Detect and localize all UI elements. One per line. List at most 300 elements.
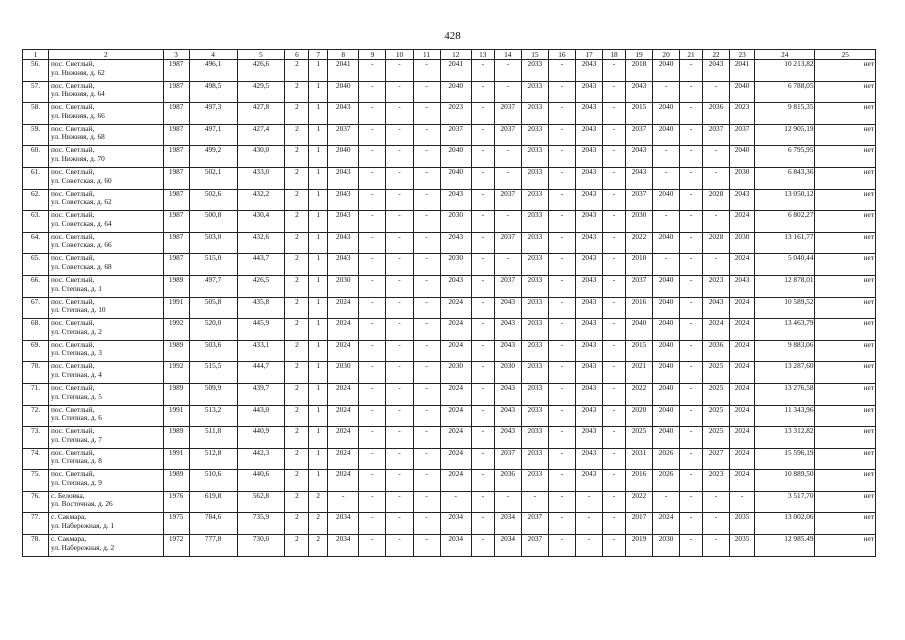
table-cell: 2 bbox=[309, 535, 328, 557]
table-cell: 10 213,82 bbox=[755, 60, 815, 82]
table-cell: 2037 bbox=[494, 232, 521, 254]
table-cell: - bbox=[359, 405, 386, 427]
table-cell: 2040 bbox=[653, 427, 680, 449]
address-cell bbox=[49, 297, 164, 319]
table-cell: 2040 bbox=[653, 275, 680, 297]
table-cell: - bbox=[359, 470, 386, 492]
table-cell: 2040 bbox=[653, 405, 680, 427]
address-line: ул. Нижняя, д. 66 bbox=[51, 110, 105, 120]
table-cell: - bbox=[413, 60, 440, 82]
table-cell: - bbox=[386, 427, 413, 449]
table-cell: 2025 bbox=[703, 427, 730, 449]
address-line: ул. Степная, д. 2 bbox=[51, 326, 102, 336]
table-cell: - bbox=[680, 405, 703, 427]
address-line: пос. Светлый, bbox=[51, 405, 95, 414]
table-row bbox=[23, 405, 876, 427]
table-cell: 2043 bbox=[575, 297, 602, 319]
row-number-cell: 61. bbox=[23, 167, 49, 189]
table-cell: - bbox=[548, 254, 575, 276]
table-cell: 2 bbox=[285, 340, 309, 362]
table-cell: - bbox=[548, 470, 575, 492]
table-cell: 12 985,49 bbox=[755, 535, 815, 557]
table-cell: - bbox=[328, 491, 359, 513]
table-cell: 2 bbox=[285, 535, 309, 557]
column-number: 15 bbox=[521, 50, 548, 60]
table-row bbox=[23, 513, 876, 535]
address-line: ул. Степная, д. 5 bbox=[51, 391, 102, 401]
address-cell bbox=[49, 60, 164, 82]
column-number: 20 bbox=[653, 50, 680, 60]
table-cell: - bbox=[653, 81, 680, 103]
table-cell: - bbox=[603, 189, 626, 211]
address-cell bbox=[49, 470, 164, 492]
table-cell: - bbox=[386, 491, 413, 513]
table-cell: 2023 bbox=[703, 470, 730, 492]
table-row bbox=[23, 448, 876, 470]
table-cell: - bbox=[548, 340, 575, 362]
table-cell: 1987 bbox=[163, 232, 189, 254]
table-cell: - bbox=[359, 211, 386, 233]
table-cell: 2040 bbox=[625, 319, 652, 341]
table-cell: 13 002,06 bbox=[755, 513, 815, 535]
table-cell: 2024 bbox=[730, 319, 755, 341]
table-cell: - bbox=[413, 81, 440, 103]
table-row bbox=[23, 167, 876, 189]
table-cell: 2026 bbox=[653, 448, 680, 470]
table-cell: - bbox=[603, 254, 626, 276]
table-cell: - bbox=[386, 167, 413, 189]
table-cell: - bbox=[680, 103, 703, 125]
table-cell: 2040 bbox=[653, 124, 680, 146]
table-cell: 2028 bbox=[703, 189, 730, 211]
table-cell: 2043 bbox=[494, 340, 521, 362]
table-cell: нет bbox=[815, 362, 876, 384]
row-number-cell: 75. bbox=[23, 470, 49, 492]
table-cell: - bbox=[548, 427, 575, 449]
table-row bbox=[23, 427, 876, 449]
table-cell: - bbox=[471, 491, 494, 513]
table-cell: 497,7 bbox=[189, 275, 237, 297]
table-cell: - bbox=[680, 81, 703, 103]
table-cell: 2040 bbox=[653, 60, 680, 82]
table-cell: - bbox=[413, 383, 440, 405]
table-cell: 1 bbox=[309, 383, 328, 405]
table-cell: 2043 bbox=[575, 470, 602, 492]
table-cell: 2025 bbox=[703, 405, 730, 427]
table-cell: 2040 bbox=[653, 297, 680, 319]
table-cell: - bbox=[730, 491, 755, 513]
address-cell bbox=[49, 383, 164, 405]
table-row bbox=[23, 491, 876, 513]
table-cell: 430,0 bbox=[237, 146, 285, 168]
table-cell: 2033 bbox=[521, 362, 548, 384]
table-cell: - bbox=[413, 405, 440, 427]
table-cell: нет bbox=[815, 535, 876, 557]
table-cell: 1989 bbox=[163, 340, 189, 362]
table-cell: 426,5 bbox=[237, 275, 285, 297]
address-cell bbox=[49, 124, 164, 146]
table-cell: 2043 bbox=[575, 254, 602, 276]
table-cell: 427,4 bbox=[237, 124, 285, 146]
table-cell: 2037 bbox=[521, 513, 548, 535]
address-line: ул. Степная, д. 3 bbox=[51, 348, 102, 358]
address-cell bbox=[49, 254, 164, 276]
table-cell: 12 905,19 bbox=[755, 124, 815, 146]
table-cell: - bbox=[359, 103, 386, 125]
table-cell: - bbox=[680, 535, 703, 557]
table-cell: 2040 bbox=[440, 146, 471, 168]
table-cell: - bbox=[471, 232, 494, 254]
column-number: 6 bbox=[285, 50, 309, 60]
table-cell: - bbox=[359, 167, 386, 189]
table-cell: - bbox=[413, 427, 440, 449]
address-cell bbox=[49, 427, 164, 449]
table-cell: 2043 bbox=[575, 124, 602, 146]
column-number: 18 bbox=[603, 50, 626, 60]
table-cell: нет bbox=[815, 60, 876, 82]
table-cell: нет bbox=[815, 383, 876, 405]
table-cell: 2024 bbox=[440, 427, 471, 449]
table-cell: - bbox=[603, 470, 626, 492]
table-cell: - bbox=[359, 124, 386, 146]
table-cell: 1987 bbox=[163, 254, 189, 276]
table-cell: 1991 bbox=[163, 405, 189, 427]
table-cell: 2043 bbox=[575, 103, 602, 125]
table-cell: 6 795,95 bbox=[755, 146, 815, 168]
table-cell: 12 878,01 bbox=[755, 275, 815, 297]
address-line: пос. Светлый, bbox=[51, 124, 95, 133]
column-number: 10 bbox=[386, 50, 413, 60]
table-cell: 2016 bbox=[625, 297, 652, 319]
table-cell: 2 bbox=[309, 513, 328, 535]
table-cell: 1 bbox=[309, 362, 328, 384]
column-number: 21 bbox=[680, 50, 703, 60]
table-cell: - bbox=[386, 254, 413, 276]
table-cell: 2043 bbox=[703, 60, 730, 82]
table-cell: 2043 bbox=[328, 254, 359, 276]
table-cell: 2024 bbox=[440, 448, 471, 470]
table-cell: - bbox=[386, 383, 413, 405]
table-cell: - bbox=[413, 491, 440, 513]
table-cell: 2040 bbox=[653, 189, 680, 211]
address-line: ул. Степная, д. 4 bbox=[51, 369, 102, 379]
table-cell: 2033 bbox=[521, 103, 548, 125]
table-cell: - bbox=[359, 448, 386, 470]
table-cell: - bbox=[603, 60, 626, 82]
table-cell: 2037 bbox=[494, 189, 521, 211]
table-cell: 9 883,06 bbox=[755, 340, 815, 362]
table-cell: 444,7 bbox=[237, 362, 285, 384]
row-number-cell: 57. bbox=[23, 81, 49, 103]
address-line: пос. Светлый, bbox=[51, 448, 95, 457]
table-cell: - bbox=[494, 167, 521, 189]
table-cell: 2024 bbox=[730, 340, 755, 362]
address-line: ул. Нижняя, д. 70 bbox=[51, 153, 105, 163]
address-cell bbox=[49, 535, 164, 557]
table-cell: - bbox=[680, 448, 703, 470]
table-cell: 1987 bbox=[163, 211, 189, 233]
table-cell: - bbox=[471, 211, 494, 233]
table-cell: 2030 bbox=[328, 275, 359, 297]
table-cell: - bbox=[386, 81, 413, 103]
table-cell: 2043 bbox=[328, 232, 359, 254]
table-cell: 2040 bbox=[440, 81, 471, 103]
table-cell: - bbox=[413, 103, 440, 125]
address-cell bbox=[49, 362, 164, 384]
row-number-cell: 69. bbox=[23, 340, 49, 362]
table-cell: нет bbox=[815, 232, 876, 254]
table-cell: - bbox=[548, 319, 575, 341]
table-cell: 2034 bbox=[440, 535, 471, 557]
table-cell: 2040 bbox=[328, 81, 359, 103]
table-cell: 2030 bbox=[653, 535, 680, 557]
table-cell: - bbox=[413, 535, 440, 557]
table-cell: 1 bbox=[309, 103, 328, 125]
table-cell: 2024 bbox=[328, 340, 359, 362]
table-cell: 2 bbox=[285, 189, 309, 211]
address-line: ул. Набережная, д. 1 bbox=[51, 521, 115, 531]
table-cell: - bbox=[680, 427, 703, 449]
table-cell: 1 bbox=[309, 319, 328, 341]
address-line: пос. Светлый, bbox=[51, 102, 95, 112]
table-cell: нет bbox=[815, 405, 876, 427]
table-cell: 1 bbox=[309, 448, 328, 470]
table-cell: - bbox=[603, 427, 626, 449]
table-cell: 13 276,58 bbox=[755, 383, 815, 405]
row-number-cell: 60. bbox=[23, 146, 49, 168]
table-cell: - bbox=[603, 362, 626, 384]
table-cell: - bbox=[653, 491, 680, 513]
table-cell: 2040 bbox=[653, 232, 680, 254]
address-line: ул. Степная, д. 1 bbox=[51, 283, 102, 293]
column-number: 23 bbox=[730, 50, 755, 60]
table-row bbox=[23, 146, 876, 168]
table-cell: - bbox=[359, 275, 386, 297]
table-cell: - bbox=[548, 297, 575, 319]
table-cell: - bbox=[471, 362, 494, 384]
table-cell: 2043 bbox=[575, 275, 602, 297]
table-cell: - bbox=[413, 146, 440, 168]
table-cell: - bbox=[471, 383, 494, 405]
table-cell: 2018 bbox=[625, 60, 652, 82]
table-cell: - bbox=[413, 232, 440, 254]
table-cell: 502,6 bbox=[189, 189, 237, 211]
table-cell: 2024 bbox=[440, 340, 471, 362]
table-cell: - bbox=[386, 146, 413, 168]
table-cell: - bbox=[413, 297, 440, 319]
table-cell: 1 bbox=[309, 211, 328, 233]
table-cell: 2043 bbox=[730, 275, 755, 297]
table-row bbox=[23, 81, 876, 103]
table-cell: - bbox=[359, 60, 386, 82]
table-cell: нет bbox=[815, 319, 876, 341]
table-cell: 619,8 bbox=[189, 491, 237, 513]
table-cell: 2033 bbox=[521, 275, 548, 297]
table-cell: 497,3 bbox=[189, 103, 237, 125]
table-cell: 2040 bbox=[730, 146, 755, 168]
table-cell: 2043 bbox=[575, 60, 602, 82]
table-cell: - bbox=[703, 211, 730, 233]
table-cell: 2024 bbox=[730, 427, 755, 449]
table-cell: 1 bbox=[309, 189, 328, 211]
table-cell: 2043 bbox=[494, 297, 521, 319]
table-cell: 777,8 bbox=[189, 535, 237, 557]
column-number: 25 bbox=[815, 50, 876, 60]
table-cell: - bbox=[413, 513, 440, 535]
table-cell: - bbox=[603, 124, 626, 146]
table-cell: 2043 bbox=[575, 81, 602, 103]
table-cell: - bbox=[471, 103, 494, 125]
table-cell: - bbox=[413, 319, 440, 341]
table-cell: 2037 bbox=[494, 124, 521, 146]
table-cell: - bbox=[359, 340, 386, 362]
table-cell: - bbox=[386, 275, 413, 297]
table-cell: 2037 bbox=[730, 124, 755, 146]
row-number-cell: 67. bbox=[23, 297, 49, 319]
table-cell: 2041 bbox=[730, 60, 755, 82]
table-cell: 440,9 bbox=[237, 427, 285, 449]
table-cell: 2043 bbox=[575, 427, 602, 449]
table-cell: 2 bbox=[285, 319, 309, 341]
table-cell: 1 bbox=[309, 254, 328, 276]
table-cell: 2 bbox=[285, 513, 309, 535]
table-cell: - bbox=[386, 513, 413, 535]
table-cell: 2033 bbox=[521, 60, 548, 82]
table-cell: - bbox=[680, 189, 703, 211]
table-cell: 2 bbox=[285, 297, 309, 319]
table-cell: - bbox=[521, 491, 548, 513]
address-cell bbox=[49, 103, 164, 125]
table-cell: 2043 bbox=[494, 405, 521, 427]
table-cell: - bbox=[680, 146, 703, 168]
table-cell: - bbox=[359, 254, 386, 276]
table-cell: - bbox=[653, 211, 680, 233]
table-cell: нет bbox=[815, 211, 876, 233]
table-cell: - bbox=[386, 362, 413, 384]
column-number: 14 bbox=[494, 50, 521, 60]
address-cell bbox=[49, 513, 164, 535]
table-cell: 1976 bbox=[163, 491, 189, 513]
address-cell bbox=[49, 189, 164, 211]
table-cell: 1987 bbox=[163, 124, 189, 146]
table-cell: - bbox=[548, 448, 575, 470]
table-cell: - bbox=[548, 362, 575, 384]
table-cell: 1 bbox=[309, 275, 328, 297]
table-cell: - bbox=[386, 124, 413, 146]
table-cell: - bbox=[603, 383, 626, 405]
column-number: 7 bbox=[309, 50, 328, 60]
table-cell: 2043 bbox=[328, 103, 359, 125]
table-cell: 2024 bbox=[440, 319, 471, 341]
table-cell: 2034 bbox=[494, 513, 521, 535]
table-row bbox=[23, 254, 876, 276]
table-cell: 784,6 bbox=[189, 513, 237, 535]
table-cell: 1989 bbox=[163, 383, 189, 405]
table-cell: 2015 bbox=[625, 103, 652, 125]
table-cell: 2033 bbox=[521, 211, 548, 233]
table-cell: 2024 bbox=[440, 297, 471, 319]
table-cell: 3 517,70 bbox=[755, 491, 815, 513]
address-cell bbox=[49, 319, 164, 341]
table-cell: 13 161,77 bbox=[755, 232, 815, 254]
table-cell: - bbox=[680, 167, 703, 189]
table-cell: 2015 bbox=[625, 340, 652, 362]
table-cell: 443,0 bbox=[237, 405, 285, 427]
table-cell: 2023 bbox=[440, 103, 471, 125]
table-row bbox=[23, 362, 876, 384]
column-number: 19 bbox=[625, 50, 652, 60]
table-cell: - bbox=[359, 297, 386, 319]
row-number-cell: 74. bbox=[23, 448, 49, 470]
table-cell: 440,6 bbox=[237, 470, 285, 492]
table-cell: - bbox=[494, 254, 521, 276]
table-cell: 10 589,52 bbox=[755, 297, 815, 319]
address-line: пос. Светлый, bbox=[51, 189, 95, 198]
table-cell: - bbox=[680, 362, 703, 384]
table-cell: 500,8 bbox=[189, 211, 237, 233]
table-cell: - bbox=[413, 167, 440, 189]
column-number: 2 bbox=[49, 50, 164, 60]
row-number-cell: 66. bbox=[23, 275, 49, 297]
table-cell: 2040 bbox=[730, 81, 755, 103]
address-line: пос. Светлый, bbox=[51, 253, 95, 263]
table-cell: - bbox=[603, 297, 626, 319]
table-cell: 1987 bbox=[163, 146, 189, 168]
table-cell: 2 bbox=[285, 167, 309, 189]
table-cell: 1 bbox=[309, 427, 328, 449]
table-cell: 2033 bbox=[521, 340, 548, 362]
table-cell: 2037 bbox=[625, 275, 652, 297]
table-cell: - bbox=[359, 383, 386, 405]
table-cell: - bbox=[548, 211, 575, 233]
address-cell bbox=[49, 211, 164, 233]
column-number: 11 bbox=[413, 50, 440, 60]
address-line: ул. Советская, д. 68 bbox=[51, 261, 112, 271]
table-cell: - bbox=[471, 124, 494, 146]
table-cell: 2033 bbox=[521, 232, 548, 254]
address-line: ул. Степная, д. 6 bbox=[51, 413, 102, 423]
table-cell: 2022 bbox=[625, 232, 652, 254]
table-cell: 2034 bbox=[328, 513, 359, 535]
table-cell: 2024 bbox=[730, 297, 755, 319]
row-number-cell: 64. bbox=[23, 232, 49, 254]
table-cell: 496,1 bbox=[189, 60, 237, 82]
table-cell: - bbox=[471, 275, 494, 297]
table-cell: 2037 bbox=[625, 124, 652, 146]
table-cell: - bbox=[386, 189, 413, 211]
address-cell bbox=[49, 232, 164, 254]
table-cell: 2030 bbox=[328, 362, 359, 384]
table-cell: 2022 bbox=[625, 383, 652, 405]
table-cell: - bbox=[471, 81, 494, 103]
address-line: пос. Светлый, bbox=[51, 167, 95, 176]
table-cell: 2043 bbox=[575, 189, 602, 211]
address-cell bbox=[49, 81, 164, 103]
address-line: ул. Нижняя, д. 62 bbox=[51, 67, 105, 77]
table-cell: 435,8 bbox=[237, 297, 285, 319]
address-line: с. Сакмара, bbox=[51, 534, 87, 544]
address-cell bbox=[49, 275, 164, 297]
table-cell: 1989 bbox=[163, 275, 189, 297]
address-line: пос. Светлый, bbox=[51, 145, 95, 155]
table-cell: - bbox=[703, 254, 730, 276]
table-cell: 2036 bbox=[703, 103, 730, 125]
row-number-cell: 62. bbox=[23, 189, 49, 211]
table-cell: - bbox=[386, 340, 413, 362]
table-cell: - bbox=[386, 319, 413, 341]
table-row bbox=[23, 103, 876, 125]
table-cell: 505,8 bbox=[189, 297, 237, 319]
